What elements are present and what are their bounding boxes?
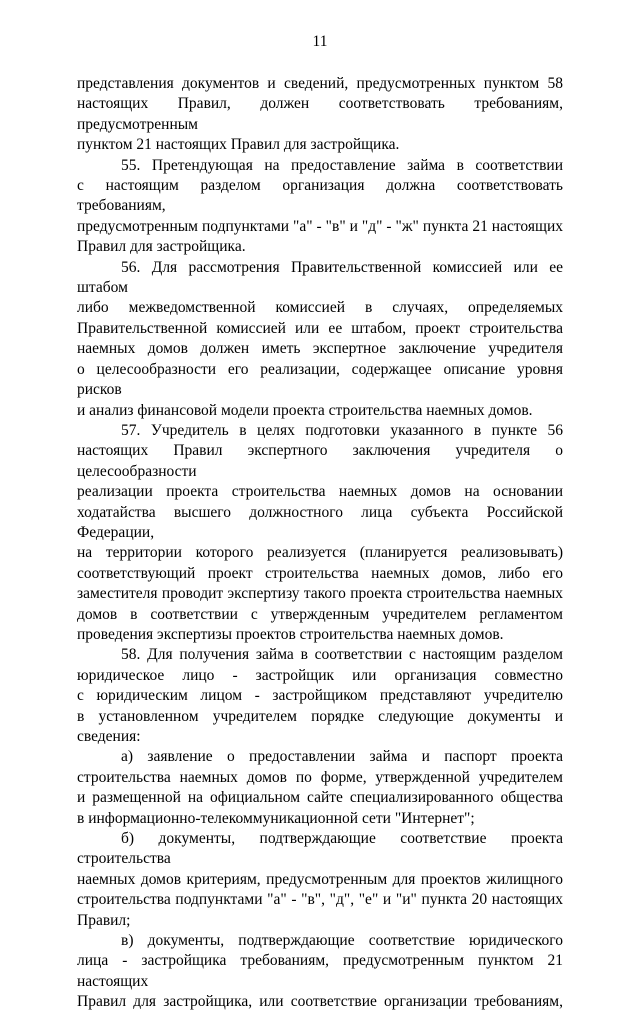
paragraph-line: строительства наемных домов по форме, утвержденной учредителем [77,768,563,786]
paragraph-line: заместителя проводит экспертизу такого проекта строительства наемных [77,585,563,603]
paragraph-line: строительства подпунктами "а" - "в", "д", "е" и "и" пункта 20 настоящих [77,891,563,909]
paragraph-line: 57. Учредитель в целях подготовки указанного в пункте 56 [121,421,563,439]
paragraph-line: наемных домов должен иметь экспертное заключение учредителя [77,340,563,358]
paragraph-line: лица - застройщика требованиям, предусмотренным пунктом 21 настоящих [77,952,563,990]
paragraph-line: реализации проекта строительства наемных домов на основании [77,483,563,501]
paragraph-line: Правил для застройщика, или соответствие организации требованиям, [77,993,563,1011]
paragraph-line: 58. Для получения займа в соответствии с настоящим разделом [121,646,563,664]
paragraph-line: либо межведомственной комиссией в случаях, определяемых [77,299,563,317]
paragraph-line: о целесообразности его реализации, содержащее описание уровня рисков [77,360,563,399]
page-number: 11 [312,33,328,50]
paragraph-line: с настоящим разделом организация должна соответствовать требованиям, [77,177,563,215]
paragraph-line: 55. Претендующая на предоставление займа в соответствии [121,156,563,174]
paragraph-line: 56. Для рассмотрения Правительственной комиссией или ее штабом [77,258,563,297]
paragraph-line: проведения экспертизы проектов строительства наемных домов. [77,625,504,643]
paragraph-line: с юридическим лицом - застройщиком представляют учредителю [77,687,563,705]
paragraph-line: юридическое лицо - застройщик или организация совместно [77,666,563,684]
paragraph-line: Правил для застройщика. [77,238,246,256]
paragraph-line: и размещенной на официальном сайте специализированного общества [77,789,563,807]
paragraph-line: б) документы, подтверждающие соответствие проекта строительства [77,830,563,868]
paragraph-line: соответствующий проект строительства наемных домов, либо его [77,564,563,582]
paragraph-line: на территории которого реализуется (планируется реализовывать) [77,544,563,562]
paragraph-line: представления документов и сведений, предусмотренных пунктом 58 [77,75,563,92]
paragraph-line: в информационно-телекоммуникационной сети "Интернет"; [77,809,475,827]
paragraph-line: пунктом 21 настоящих Правил для застройщика. [77,136,400,154]
paragraph-line: а) заявление о предоставлении займа и паспорт проекта [121,748,563,766]
paragraph-line: предусмотренным подпунктами "а" - "в" и "д" - "ж" пункта 21 настоящих [77,217,563,235]
paragraph-line: наемных домов критериям, предусмотренным для проектов жилищного [77,870,563,888]
paragraph-line: в установленном учредителем порядке следующие документы и сведения: [77,707,563,745]
paragraph-line: домов в соответствии с утвержденным учредителем регламентом [77,605,563,623]
paragraph-line: настоящих Правил экспертного заключения учредителя о целесообразности [77,442,563,480]
paragraph-line: ходатайства высшего должностного лица субъекта Российской Федерации, [77,503,563,541]
paragraph-line: Правил; [77,911,131,929]
paragraph-line: в) документы, подтверждающие соответствие юридического [121,932,563,950]
document-body [77,74,563,1013]
paragraph-line: и анализ финансовой модели проекта строительства наемных домов. [77,401,533,419]
paragraph-line: настоящих Правил, должен соответствовать требованиям, предусмотренным [77,95,563,133]
paragraph-line: Правительственной комиссией или ее штабом, проект строительства [77,319,563,337]
